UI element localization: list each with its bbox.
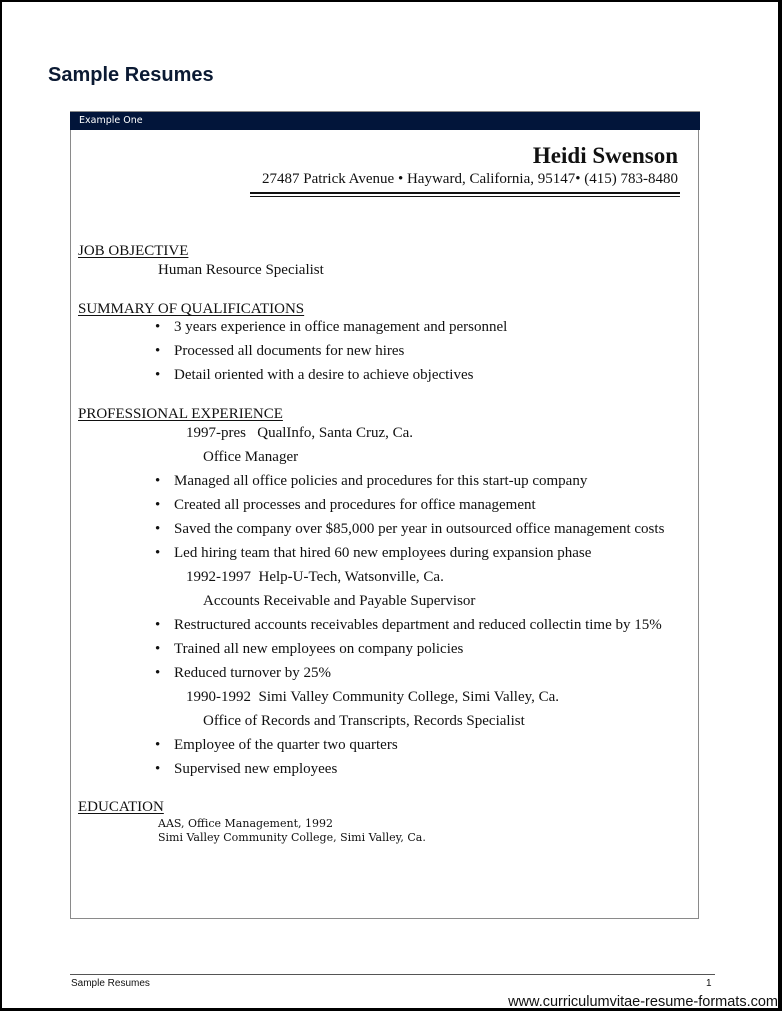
job-title: Office Manager bbox=[203, 449, 299, 465]
bullet-icon: • bbox=[155, 521, 161, 537]
bullet-icon: • bbox=[155, 319, 161, 335]
bullet-icon: • bbox=[155, 497, 161, 513]
bullet-icon: • bbox=[155, 343, 161, 359]
section-heading-job-objective: JOB OBJECTIVE bbox=[78, 243, 189, 259]
section-heading-summary: SUMMARY OF QUALIFICATIONS bbox=[78, 301, 305, 317]
section-heading-education: EDUCATION bbox=[78, 799, 164, 815]
list-item: • Processed all documents for new hires bbox=[155, 343, 405, 359]
job-dates-employer: 1992-1997 Help-U-Tech, Watsonville, Ca. bbox=[186, 569, 444, 585]
education-school: Simi Valley Community College, Simi Valley, Ca. bbox=[158, 831, 426, 844]
footer-title: Sample Resumes bbox=[71, 978, 150, 989]
list-item: • 3 years experience in office management and personnel bbox=[155, 319, 508, 335]
list-item: • Saved the company over $85,000 per year in outsourced office management costs bbox=[155, 521, 665, 537]
frame-header bbox=[70, 111, 700, 130]
job-objective-text: Human Resource Specialist bbox=[158, 262, 324, 278]
list-item: • Detail oriented with a desire to achieve objectives bbox=[155, 367, 474, 383]
bullet-icon: • bbox=[155, 367, 161, 383]
page-number: 1 bbox=[706, 978, 712, 989]
bullet-icon: • bbox=[155, 641, 161, 657]
document-page bbox=[2, 2, 778, 1008]
list-item: • Led hiring team that hired 60 new employees during expansion phase bbox=[155, 545, 592, 561]
job-dates-employer: 1997-pres QualInfo, Santa Cruz, Ca. bbox=[186, 425, 414, 441]
job-title: Office of Records and Transcripts, Records Specialist bbox=[203, 713, 525, 729]
footer-rule bbox=[70, 974, 715, 975]
bullet-icon: • bbox=[155, 737, 161, 753]
bullet-icon: • bbox=[155, 665, 161, 681]
section-heading-experience: PROFESSIONAL EXPERIENCE bbox=[78, 406, 283, 422]
list-item: • Reduced turnover by 25% bbox=[155, 665, 332, 681]
bullet-icon: • bbox=[155, 473, 161, 489]
job-title: Accounts Receivable and Payable Supervisor bbox=[203, 593, 476, 609]
bullet-icon: • bbox=[155, 617, 161, 633]
list-item: • Employee of the quarter two quarters bbox=[155, 737, 398, 753]
resume-name: Heidi Swenson bbox=[532, 143, 678, 168]
resume-address: 27487 Patrick Avenue • Hayward, California, 95147• (415) 783-8480 bbox=[262, 171, 678, 187]
header-rule-thin bbox=[250, 196, 680, 197]
list-item: • Supervised new employees bbox=[155, 761, 338, 777]
bullet-icon: • bbox=[155, 545, 161, 561]
job-dates-employer: 1990-1992 Simi Valley Community College, Simi Valley, Ca. bbox=[186, 689, 560, 705]
watermark-url: www.curriculumvitae-resume-formats.com bbox=[508, 994, 778, 1008]
list-item: • Trained all new employees on company policies bbox=[155, 641, 464, 657]
bullet-icon: • bbox=[155, 761, 161, 777]
list-item: • Created all processes and procedures for office management bbox=[155, 497, 536, 513]
list-item: • Managed all office policies and procedures for this start-up company bbox=[155, 473, 588, 489]
resume-frame bbox=[70, 111, 699, 919]
frame-header-label: Example One bbox=[79, 115, 143, 126]
header-rule-thick bbox=[250, 192, 680, 194]
page-title: Sample Resumes bbox=[48, 64, 214, 86]
list-item: • Restructured accounts receivables department and reduced collectin time by 15% bbox=[155, 617, 662, 633]
education-degree: AAS, Office Management, 1992 bbox=[158, 817, 333, 830]
